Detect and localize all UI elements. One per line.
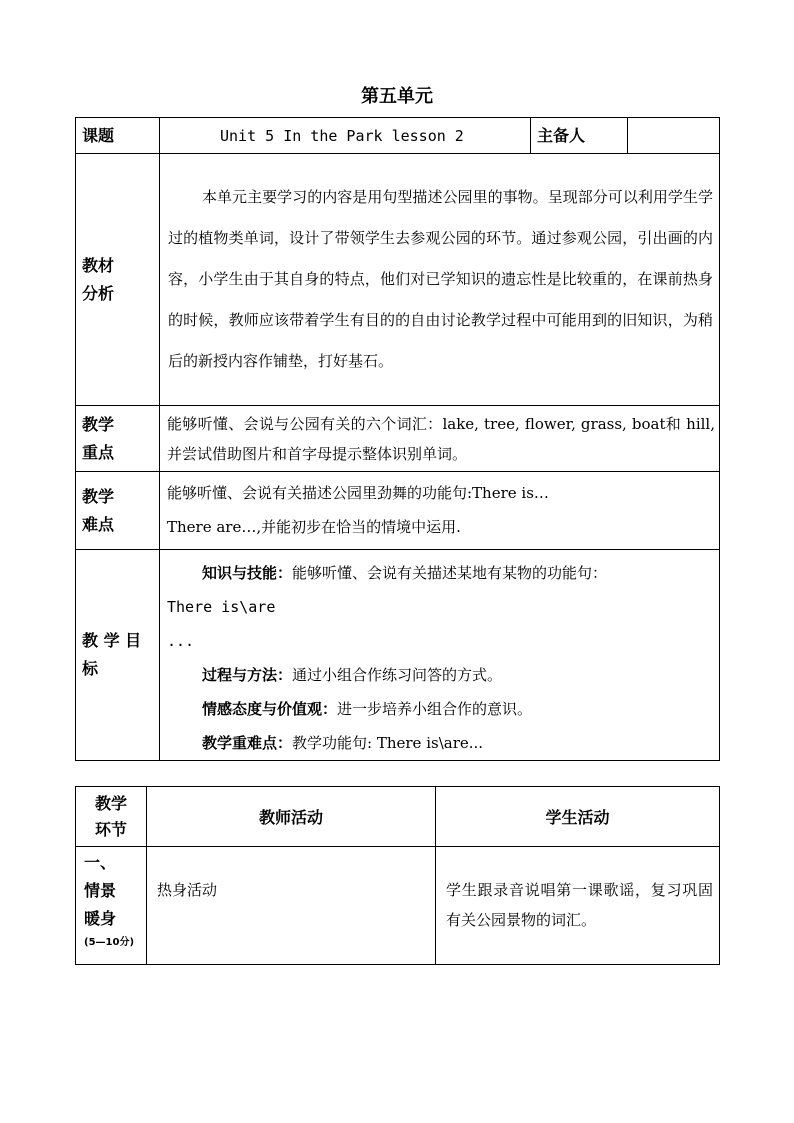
preparer-label: 主备人 xyxy=(531,118,628,154)
preparer-value xyxy=(628,118,720,154)
difficulty-line-1: 能够听懂、会说有关描述公园里劲舞的功能句:There is… xyxy=(167,484,549,502)
difficulty-label: 教学 难点 xyxy=(76,472,160,550)
key-points-label: 教学 重点 xyxy=(76,406,160,472)
obj-knowledge-line-2: There is\are xyxy=(167,598,276,616)
topic-value: Unit 5 In the Park lesson 2 xyxy=(160,118,531,154)
objectives-label: 教 学 目 标 xyxy=(76,550,160,761)
topic-row xyxy=(76,118,720,154)
lesson-info-table xyxy=(75,117,720,761)
process-row xyxy=(76,847,720,965)
obj-process-lead: 过程与方法： xyxy=(202,666,293,684)
key-points-row xyxy=(76,406,720,472)
teaching-process-table xyxy=(75,786,720,965)
obj-focus-text: 教学功能句: There is\are... xyxy=(292,734,484,752)
process-step-cell: 一、 情景 暖身 (5—10分) xyxy=(76,847,147,965)
objectives-text xyxy=(160,550,720,761)
header-step: 教学 环节 xyxy=(76,787,147,847)
obj-knowledge-lead: 知识与技能： xyxy=(202,564,293,582)
obj-focus-lead: 教学重难点： xyxy=(202,734,293,752)
process-teacher-activity: 热身活动 xyxy=(147,847,436,965)
obj-process-text: 通过小组合作练习问答的方式。 xyxy=(292,666,503,684)
header-student-activity: 学生活动 xyxy=(436,787,720,847)
page-title: 第五单元 xyxy=(361,86,433,107)
process-student-activity: 学生跟录音说唱第一课歌谣，复习巩固有关公园景物的词汇。 xyxy=(436,847,720,965)
analysis-label: 教材 分析 xyxy=(76,154,160,406)
analysis-row xyxy=(76,154,720,406)
analysis-text: 本单元主要学习的内容是用句型描述公园里的事物。呈现部分可以利用学生学过的植物类单词，设计了带领学生去参观公园的环节。通过参观公园，引出画的内容，小学生由于其自身的特点，他们对已学知识的遗忘性是比较重的，在课前热身的时候，教师应该带着学生有目的的自由讨论教学过程中可能用到的旧知识，为稍后的新授内容作铺垫，打好基石。 xyxy=(160,154,720,406)
process-duration: (5—10分) xyxy=(84,937,135,948)
obj-emotion-text: 进一步培养小组合作的意识。 xyxy=(337,700,533,718)
difficulty-line-2: There are…,并能初步在恰当的情境中运用. xyxy=(167,518,461,536)
obj-knowledge-text: 能够听懂、会说有关描述某地有某物的功能句： xyxy=(292,564,608,582)
process-header-row xyxy=(76,787,720,847)
obj-emotion-lead: 情感态度与价值观： xyxy=(202,700,338,718)
key-points-text: 能够听懂、会说与公园有关的六个词汇：lake, tree, flower, grass, boat和 hill, 并尝试借助图片和首字母提示整体识别单词。 xyxy=(160,406,720,472)
header-teacher-activity: 教师活动 xyxy=(147,787,436,847)
objectives-row xyxy=(76,550,720,761)
topic-label: 课题 xyxy=(76,118,160,154)
obj-knowledge-line-3: ... xyxy=(167,632,195,650)
difficulty-text xyxy=(160,472,720,550)
difficulty-row xyxy=(76,472,720,550)
